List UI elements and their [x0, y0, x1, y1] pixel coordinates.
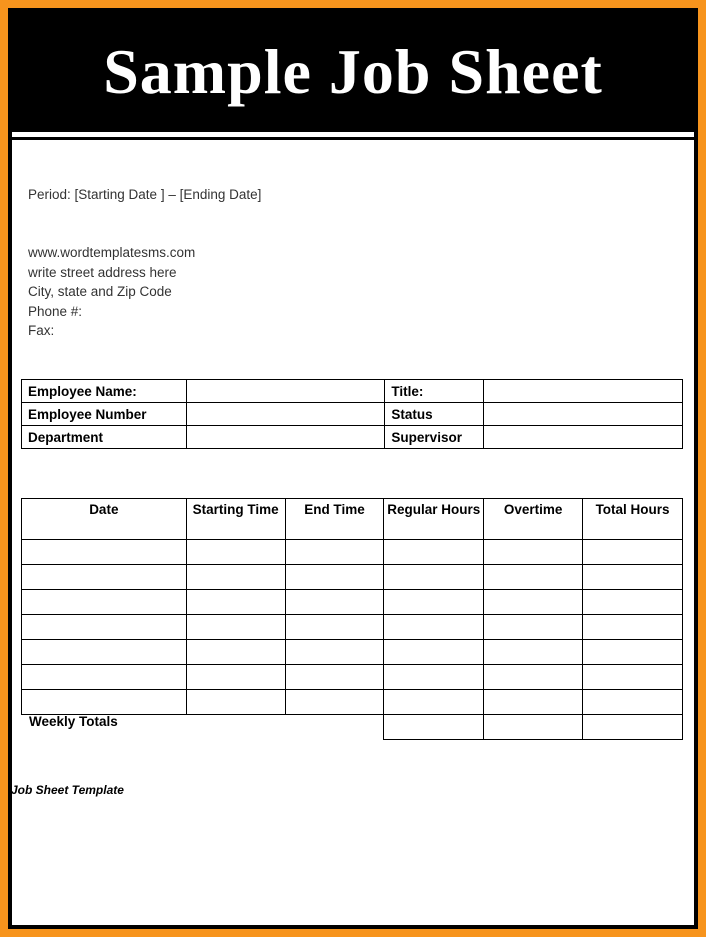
table-row	[22, 380, 683, 403]
supervisor-field[interactable]	[484, 426, 683, 449]
supervisor-label: Supervisor	[385, 426, 484, 449]
end-time-header: End Time	[285, 499, 384, 540]
total-hours-cell[interactable]	[583, 565, 683, 590]
end-time-cell[interactable]	[285, 565, 384, 590]
page-title: Sample Job Sheet	[103, 36, 603, 107]
weekly-total-hours-cell[interactable]	[583, 715, 683, 740]
employee-name-label: Employee Name:	[22, 380, 187, 403]
table-row	[22, 565, 683, 590]
table-row	[22, 615, 683, 640]
title-divider	[12, 132, 694, 137]
city-text: City, state and Zip Code	[28, 284, 172, 299]
table-row	[22, 403, 683, 426]
overtime-header: Overtime	[484, 499, 583, 540]
status-label: Status	[385, 403, 484, 426]
overtime-cell[interactable]	[484, 690, 583, 715]
total-hours-cell[interactable]	[583, 590, 683, 615]
regular-hours-cell[interactable]	[384, 565, 484, 590]
date-cell[interactable]	[22, 540, 187, 565]
date-header: Date	[22, 499, 187, 540]
overtime-cell[interactable]	[484, 540, 583, 565]
table-row	[22, 665, 683, 690]
end-time-cell[interactable]	[285, 690, 384, 715]
footer-caption: Job Sheet Template	[11, 783, 124, 797]
starting-time-cell[interactable]	[186, 665, 285, 690]
overtime-cell[interactable]	[484, 615, 583, 640]
title-banner	[8, 8, 698, 130]
department-field[interactable]	[186, 426, 385, 449]
employee-name-field[interactable]	[186, 380, 385, 403]
title-field[interactable]	[484, 380, 683, 403]
starting-time-cell[interactable]	[186, 590, 285, 615]
fax-text: Fax:	[28, 323, 55, 338]
starting-time-header: Starting Time	[186, 499, 285, 540]
starting-time-cell[interactable]	[186, 540, 285, 565]
title-label: Title:	[385, 380, 484, 403]
date-cell[interactable]	[22, 690, 187, 715]
regular-hours-cell[interactable]	[384, 640, 484, 665]
total-hours-cell[interactable]	[583, 690, 683, 715]
end-time-cell[interactable]	[285, 615, 384, 640]
total-hours-cell[interactable]	[583, 640, 683, 665]
page-frame	[8, 8, 698, 929]
end-time-cell[interactable]	[285, 665, 384, 690]
total-hours-cell[interactable]	[583, 665, 683, 690]
weekly-totals-row	[22, 715, 683, 740]
date-cell[interactable]	[22, 640, 187, 665]
period-line: Period: [Starting Date ] – [Ending Date]	[28, 187, 262, 202]
phone-text: Phone #:	[28, 303, 83, 319]
hours-table	[21, 498, 683, 740]
table-row	[22, 690, 683, 715]
end-time-cell[interactable]	[285, 590, 384, 615]
overtime-cell[interactable]	[484, 565, 583, 590]
date-cell[interactable]	[22, 565, 187, 590]
total-hours-header: Total Hours	[583, 499, 683, 540]
date-cell[interactable]	[22, 615, 187, 640]
weekly-regular-hours-cell[interactable]	[384, 715, 484, 740]
department-label: Department	[22, 426, 187, 449]
end-time-cell[interactable]	[285, 640, 384, 665]
contact-block	[28, 243, 195, 341]
total-hours-cell[interactable]	[583, 615, 683, 640]
end-time-cell[interactable]	[285, 540, 384, 565]
starting-time-cell[interactable]	[186, 690, 285, 715]
regular-hours-cell[interactable]	[384, 665, 484, 690]
regular-hours-cell[interactable]	[384, 540, 484, 565]
overtime-cell[interactable]	[484, 640, 583, 665]
regular-hours-cell[interactable]	[384, 690, 484, 715]
website-text: www.wordtemplatesms.com	[28, 245, 196, 260]
starting-time-cell[interactable]	[186, 615, 285, 640]
employee-number-label: Employee Number	[22, 403, 187, 426]
regular-hours-header: Regular Hours	[384, 499, 484, 540]
street-text: write street address here	[28, 264, 177, 280]
employee-number-field[interactable]	[186, 403, 385, 426]
employee-info-table	[21, 379, 683, 449]
table-row	[22, 590, 683, 615]
hours-header-row	[22, 499, 683, 540]
hours-body	[22, 540, 683, 715]
table-row	[22, 640, 683, 665]
overtime-cell[interactable]	[484, 665, 583, 690]
table-row	[22, 540, 683, 565]
date-cell[interactable]	[22, 590, 187, 615]
total-hours-cell[interactable]	[583, 540, 683, 565]
document-page	[12, 140, 694, 925]
status-field[interactable]	[484, 403, 683, 426]
regular-hours-cell[interactable]	[384, 590, 484, 615]
overtime-cell[interactable]	[484, 590, 583, 615]
date-cell[interactable]	[22, 665, 187, 690]
weekly-overtime-cell[interactable]	[484, 715, 583, 740]
table-row	[22, 426, 683, 449]
starting-time-cell[interactable]	[186, 565, 285, 590]
weekly-totals-label: Weekly Totals	[29, 714, 118, 729]
regular-hours-cell[interactable]	[384, 615, 484, 640]
starting-time-cell[interactable]	[186, 640, 285, 665]
